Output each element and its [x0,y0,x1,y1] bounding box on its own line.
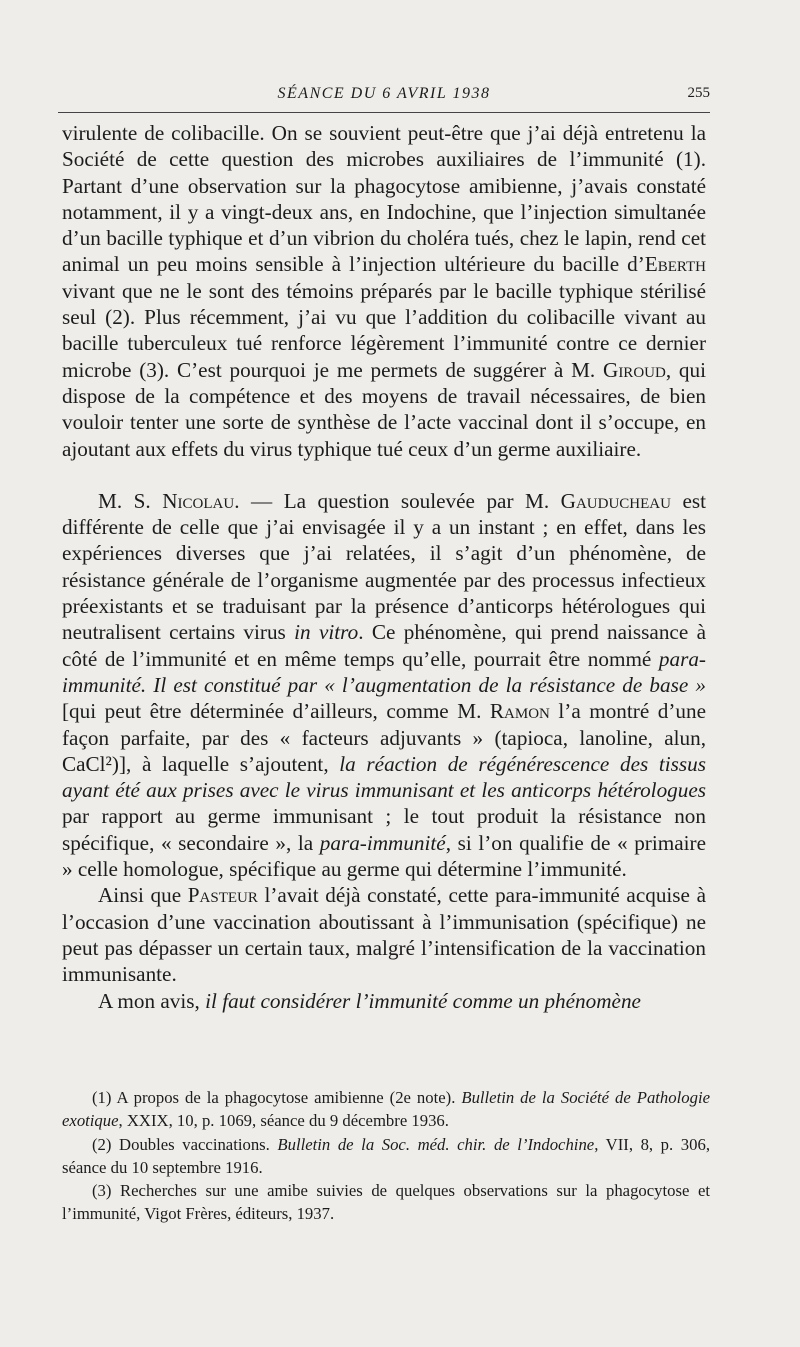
paragraph-2: M. S. Nicolau. — La question soulevée par M. Gauducheau est différente de celle que j’ai envisagée il y a un instant ; en effet, dans les expériences diverses que j’ai relatées, il s’agit d’un phénomène, de résistance générale de l’organisme augmentée par des processus infectieux préexistants et se traduisant par la présence d’anticorps hétérologues qui neutralisent certains virus in vitro. Ce phénomène, qui prend naissance à côté de l’immunité et en même temps qu’elle, pourrait être nommé para-immunité. Il est constitué par « l’augmentation de la résistance de base » [qui peut être déterminée d’ailleurs, comme M. Ramon l’a montré d’une façon parfaite, par des « facteurs adjuvants » (tapioca, lanoline, alun, CaCl²)], à laquelle s’ajoutent, la réaction de régénérescence des tissus ayant été aux prises avec le virus immunisant et les anticorps hétérologues par rapport au germe immunisant ; le tout produit la résistance non spécifique, « secondaire », la para-immunité, si l’on qualifie de « primaire » celle homologue, spécifique au germe qui détermine l’immunité. [62,488,707,882]
name-eberth: Eberth [644,252,706,277]
header-rule [58,112,710,113]
footnotes [62,1086,710,1226]
body-text [62,120,706,1014]
speaker-name: Nicolau [162,488,235,513]
footnote-1: (1) A propos de la phagocytose amibienne (2e note). Bulletin de la Société de Pathologie exotique, XXIX, 10, p. 1069, séance du 9 décembre 1936. [62,1088,710,1131]
name-giroud: Giroud [603,357,666,382]
name-gauducheau: Gauducheau [560,488,671,513]
footnote-2: (2) Doubles vaccinations. Bulletin de la Soc. méd. chir. de l’Indochine, VII, 8, p. 306, séance du 10 septembre 1916. [62,1134,710,1177]
name-ramon: Ramon [489,699,550,724]
footnote-3: (3) Recherches sur une amibe suivies de quelques observations sur la phagocytose et l’immunité, Vigot Frères, éditeurs, 1937. [62,1181,710,1224]
paragraph-3: Ainsi que Pasteur l’avait déjà constaté, cette para-immunité acquise à l’occasion d’une vaccination aboutissant à l’immunisation (spécifique) ne peut pas dépasser un certain taux, malgré l’intensification de la vaccination immunisante. [62,883,706,987]
page-number: 255 [687,85,710,101]
paragraph-1: virulente de colibacille. On se souvient peut-être que j’ai déjà entretenu la Société de cette question des microbes auxiliaires de l’immunité (1). Partant d’une observation sur la phagocytose amibienne, j’avais constaté notamment, il y a vingt-deux ans, en Indochine, que l’injection simultanée d’un bacille typhique et d’un vibrion du choléra tués, chez le lapin, rend cet animal un peu moins sensible à l’injection ultérieure du bacille d’Eberth vivant que ne le sont des témoins préparés par le bacille typhique stérilisé seul (2). Plus récemment, j’ai vu que l’addition du colibacille vivant au bacille tuberculeux tué renforce légèrement l’immunité contre ce dernier microbe (3). C’est pourquoi je me permets de suggérer à M. Giroud, qui dispose de la compétence et des moyens de travail nécessaires, de bien vouloir tenter une sorte de synthèse de l’acte vaccinal dont il s’occupe, en ajoutant aux effets du virus typhique tué ceux d’un germe auxiliaire. [62,121,706,461]
page-header [58,79,710,109]
running-title: SÉANCE DU 6 AVRIL 1938 [277,85,491,102]
name-pasteur: Pasteur [187,883,258,908]
paragraph-4: A mon avis, il faut considérer l’immunité comme un phénomène [98,988,641,1013]
